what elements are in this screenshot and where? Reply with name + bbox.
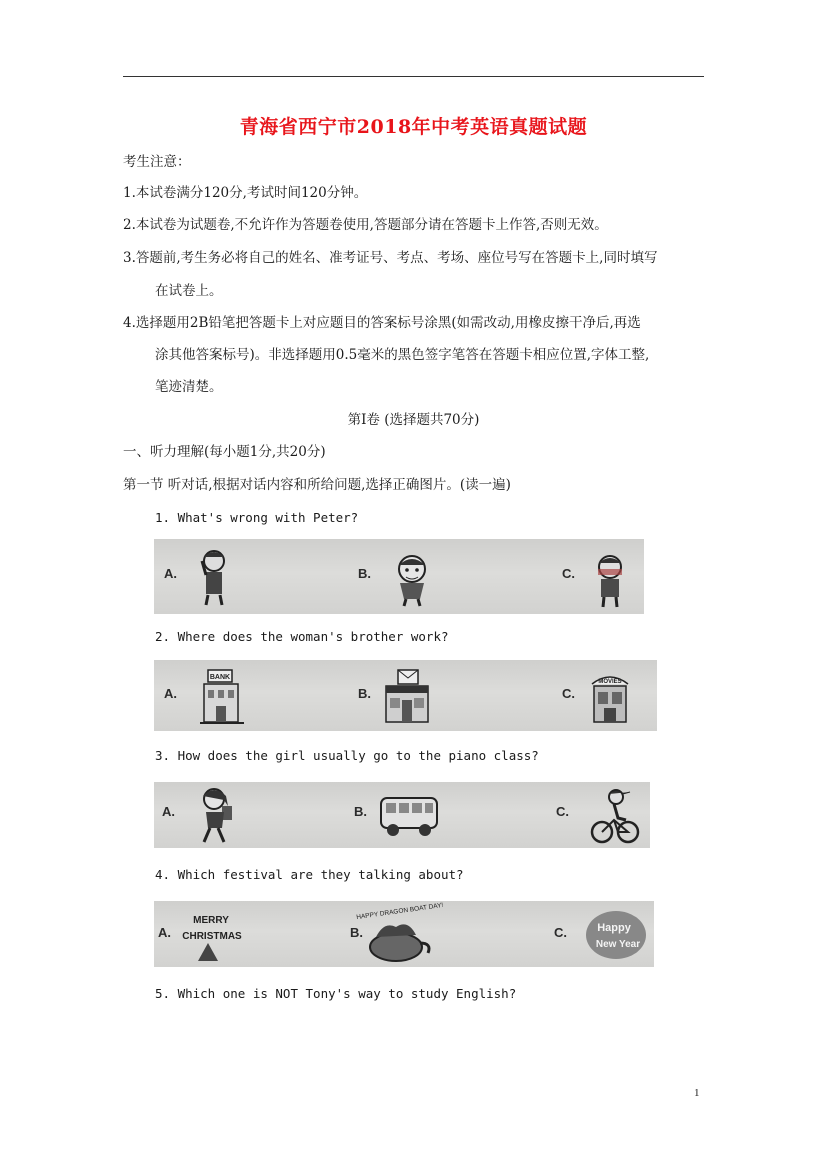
header-rule (123, 76, 704, 77)
option-c-label: C. (554, 925, 567, 940)
section-heading: 一、听力理解(每小题1分,共20分) (123, 444, 326, 460)
part-title: 第Ⅰ卷 (选择题共70分) (347, 412, 480, 428)
page-title: 青海省西宁市2018年中考英语真题试题 (239, 116, 588, 138)
dragon-boat-text: HAPPY DRAGON BOAT DAY! (355, 901, 444, 922)
page-number: 1 (694, 1087, 700, 1099)
bank-picture (198, 668, 246, 726)
option-b-label: B. (358, 566, 371, 581)
option-b-label: B. (358, 686, 371, 701)
notice-2: 2.本试卷为试题卷,不允许作为答题卷使用,答题部分请在答题卡上作答,否则无效。 (123, 217, 608, 233)
boy-fever-picture (390, 551, 434, 607)
cinema-sign-text: MOVIES (598, 679, 622, 685)
bank-sign-text: BANK (209, 674, 231, 681)
option-b-label: B. (354, 804, 367, 819)
girl-walking-picture (194, 786, 236, 846)
option-b-label: B. (350, 925, 363, 940)
question-3-image-strip (154, 782, 650, 848)
dragon-boat-picture (355, 901, 444, 965)
boy-toothache-picture (592, 553, 628, 609)
notice-4-line3: 笔迹清楚。 (155, 379, 223, 395)
option-a-label: A. (164, 566, 177, 581)
question-4: 4. Which festival are they talking about? (155, 867, 464, 882)
option-a-label: A. (158, 925, 171, 940)
christmas-word-2: CHRISTMAS (182, 931, 242, 942)
option-a-label: A. (162, 804, 175, 819)
option-c-label: C. (556, 804, 569, 819)
boy-headache-picture (194, 547, 234, 607)
new-year-word-1: Happy (597, 922, 631, 934)
notice-4-line2: 涂其他答案标号)。非选择题用0.5毫米的黑色签字笔答在答题卡相应位置,字体工整, (155, 347, 650, 363)
option-c-label: C. (562, 566, 575, 581)
notice-4-line1: 4.选择题用2B铅笔把答题卡上对应题目的答案标号涂黑(如需改动,用橡皮擦干净后,再选 (123, 315, 641, 331)
question-1-image-strip (154, 539, 644, 614)
new-year-picture (584, 907, 648, 963)
option-c-label: C. (562, 686, 575, 701)
girl-cycling-picture (592, 788, 638, 846)
notice-3-line2: 在试卷上。 (155, 283, 223, 299)
notice-1: 1.本试卷满分120分,考试时间120分钟。 (123, 185, 368, 201)
question-2: 2. Where does the woman's brother work? (155, 629, 449, 644)
christmas-picture (178, 907, 248, 963)
notice-3-line1: 3.答题前,考生务必将自己的姓名、准考证号、考点、考场、座位号写在答题卡上,同时填写 (123, 250, 658, 266)
christmas-word-1: MERRY (193, 915, 229, 926)
question-4-image-strip (154, 901, 654, 967)
cinema-picture (588, 672, 632, 726)
subsection-heading: 第一节 听对话,根据对话内容和所给问题,选择正确图片。(读一遍) (123, 477, 511, 493)
new-year-word-2: New Year (595, 939, 641, 950)
question-3: 3. How does the girl usually go to the piano class? (155, 748, 539, 763)
notice-heading: 考生注意： (123, 154, 191, 170)
option-a-label: A. (164, 686, 177, 701)
question-1: 1. What's wrong with Peter? (155, 510, 359, 525)
question-2-image-strip (154, 660, 657, 731)
question-5: 5. Which one is NOT Tony's way to study English? (155, 986, 517, 1001)
post-office-picture (382, 668, 432, 726)
bus-picture (378, 794, 440, 838)
